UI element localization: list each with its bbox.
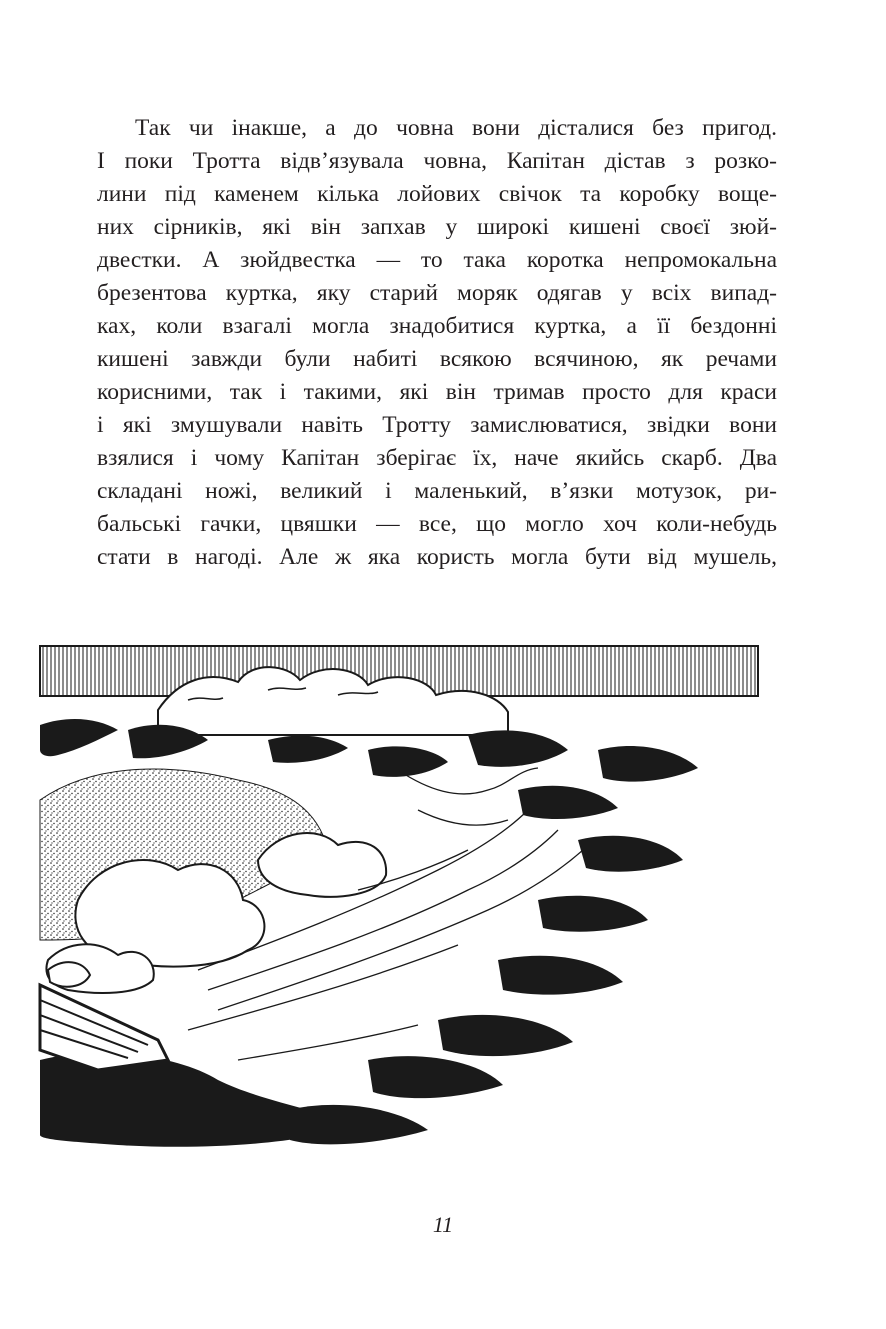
text-line: них сірників, які він запхав у широкі кишені своєї зюй- xyxy=(97,214,777,240)
text-line: брезентова куртка, яку старий моряк одягав у всіх випад- xyxy=(97,280,777,306)
text-line: корисними, так і такими, які він тримав просто для краси xyxy=(97,379,777,405)
text-line: І поки Тротта відв’язувала човна, Капітан дістав з розко- xyxy=(97,148,777,174)
text-line: Так чи інакше, а до човна вони дісталися без пригод. xyxy=(135,115,777,141)
text-line: бальські гачки, цвяшки — все, що могло хоч коли-небудь xyxy=(97,511,777,537)
text-line: ках, коли взагалі могла знадобитися куртка, а її бездонні xyxy=(97,313,777,339)
text-line: складані ножі, великий і маленький, в’язки мотузок, ри- xyxy=(97,478,777,504)
text-line: лини під каменем кілька лойових свічок та коробку вощe- xyxy=(97,181,777,207)
text-line: двестки. А зюйдвестка — то така коротка непромокальна xyxy=(97,247,777,273)
text-line: стати в нагоді. Але ж яка користь могла бути від мушель, xyxy=(97,544,777,570)
text-line: взялися і чому Капітан зберігає їх, наче якийсь скарб. Два xyxy=(97,445,777,471)
text-line: і які змушували навіть Тротту замислюватися, звідки вони xyxy=(97,412,777,438)
page-number: 11 xyxy=(432,1212,454,1237)
sea-illustration xyxy=(38,640,760,1170)
body-text xyxy=(97,112,777,574)
text-line: кишені завжди були набиті всякою всячиною, як речами xyxy=(97,346,777,372)
